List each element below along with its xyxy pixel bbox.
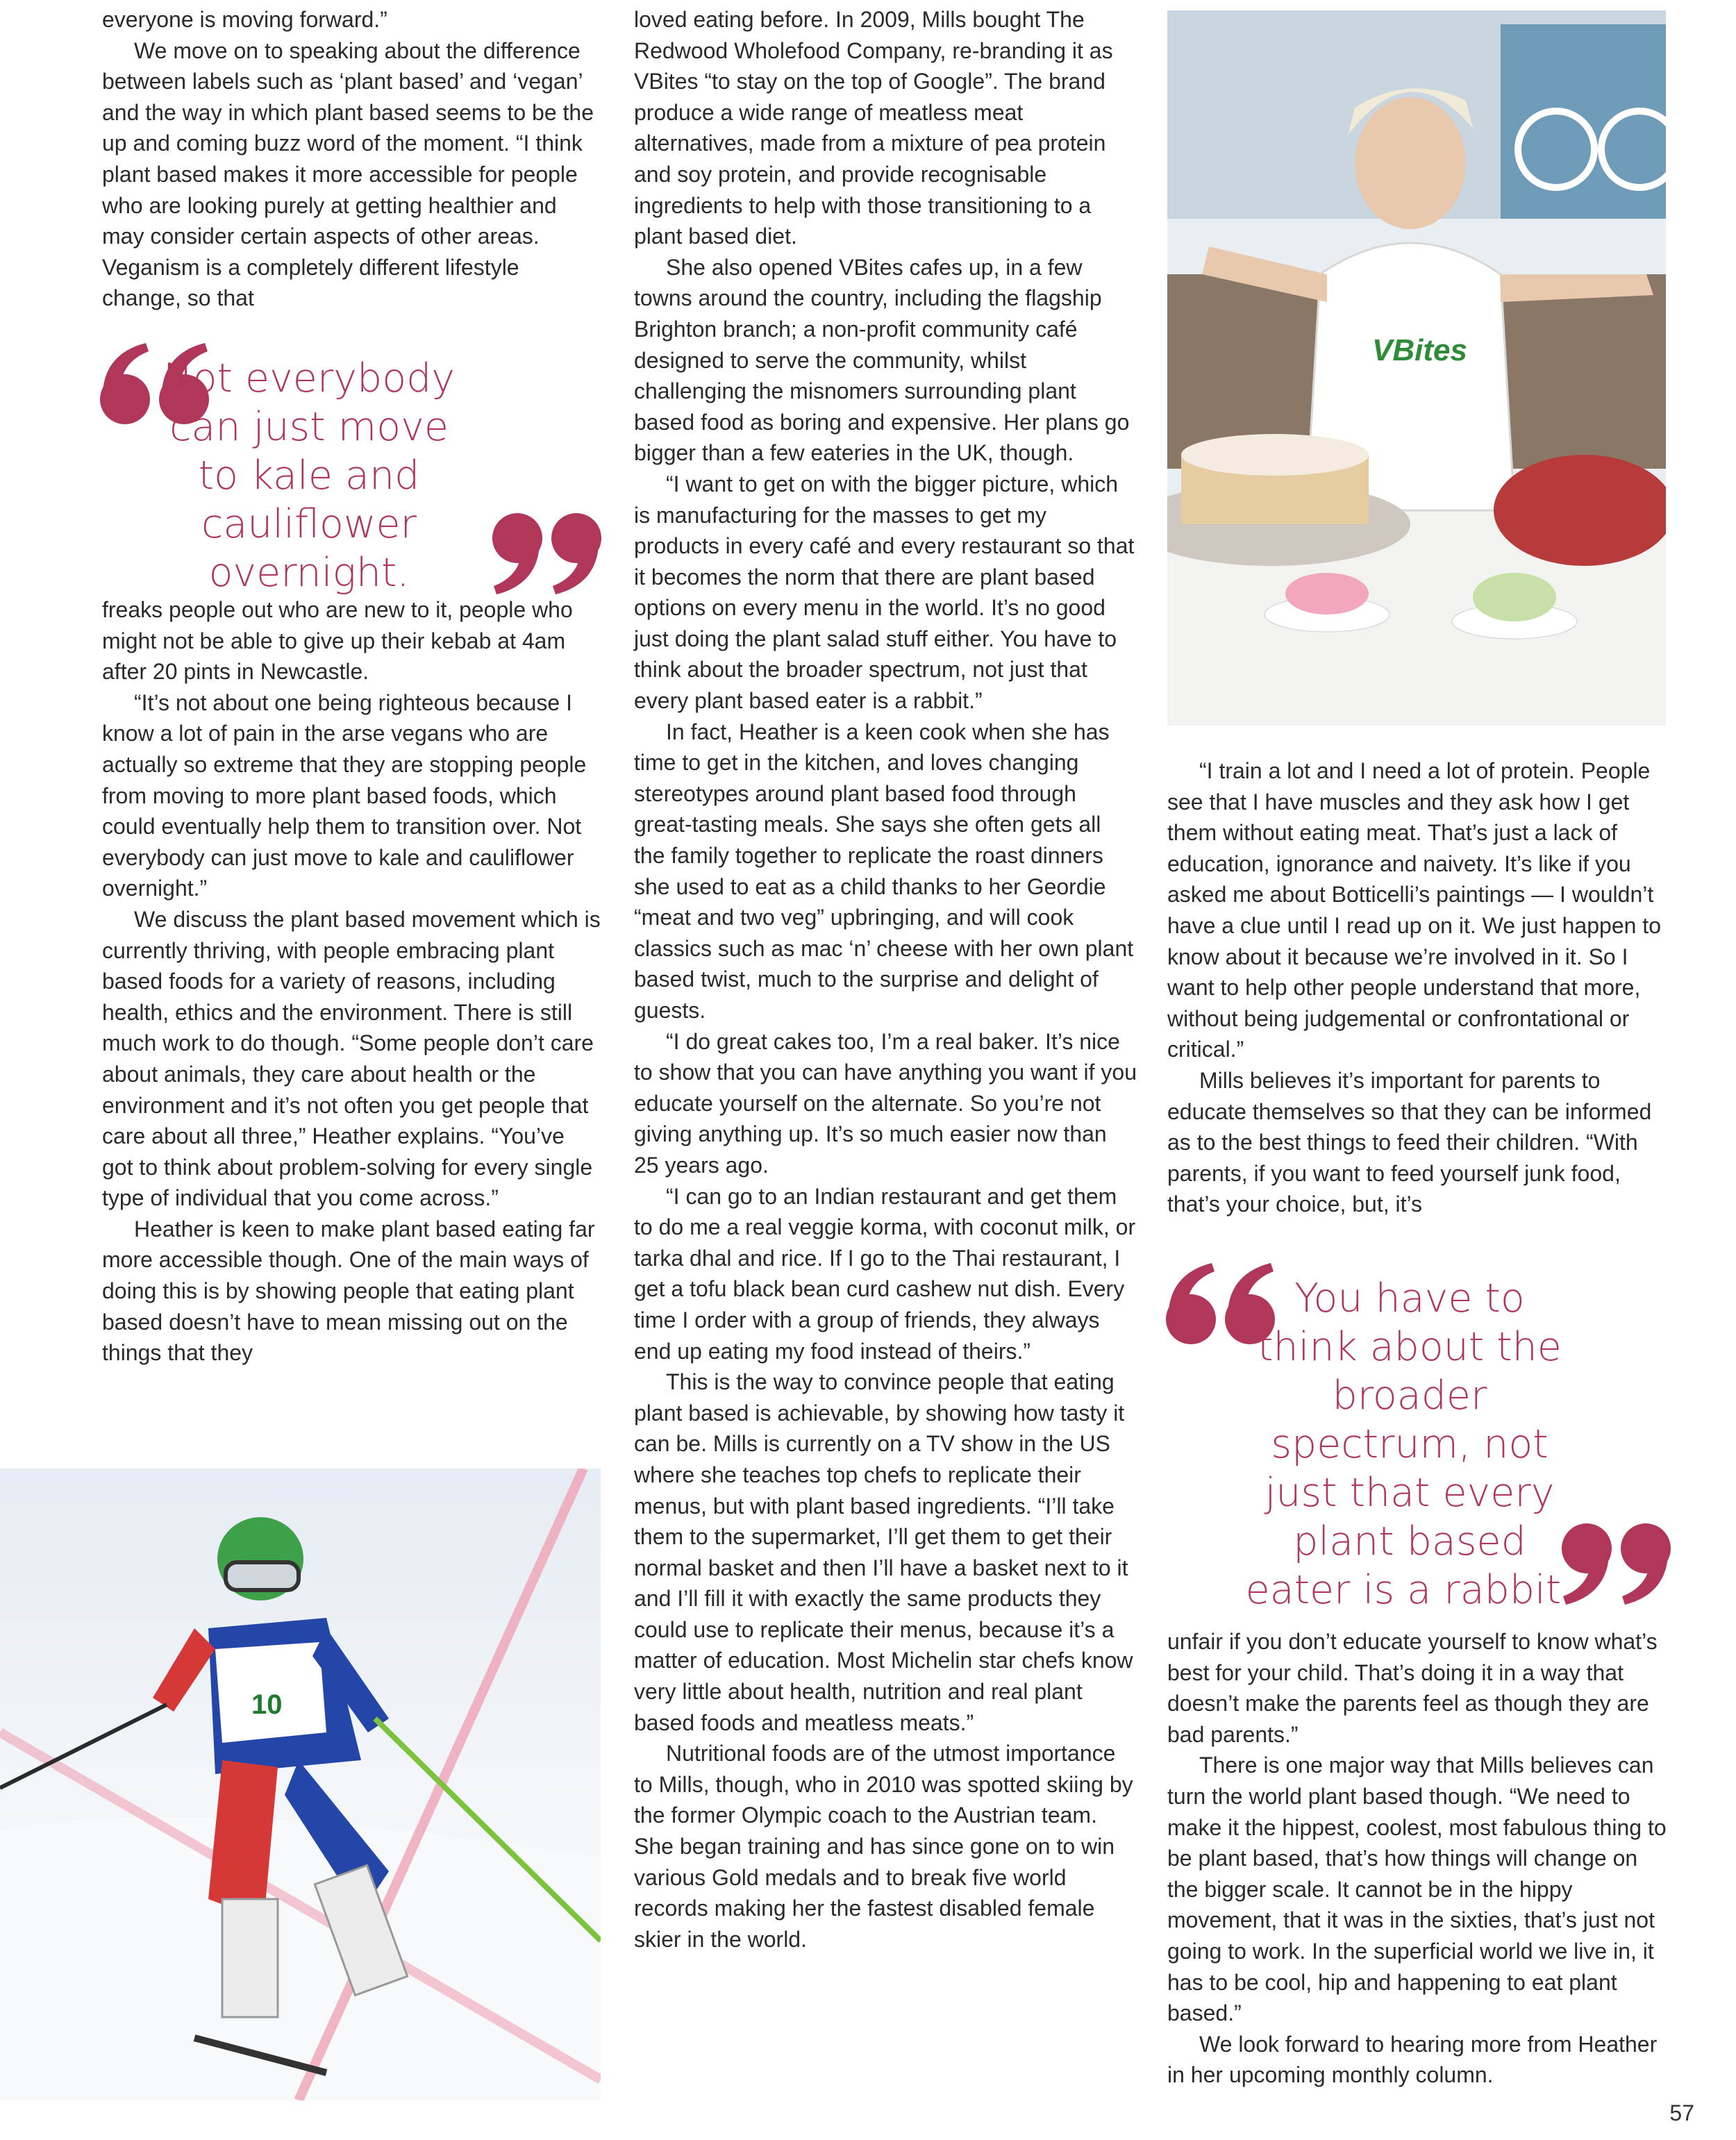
paragraph: We move on to speaking about the difference between labels such as ‘plant based’ and ‘vegan’ and the way in which plant based seems to be the up and coming buzz word of the moment. “I think plant based makes it more accessible for people who are looking purely at getting healthier and may consider certain aspects of other areas. Veganism is a completely different lifestyle change, so that: [102, 37, 594, 311]
paragraph: “It’s not about one being righteous because I know a lot of pain in the arse vegans who are actually so extreme that they are stopping people from moving to more plant based foods, which could eventually help them to transition over. Not everybody can just move to kale and cauliflower overnight.”: [102, 689, 587, 901]
article-column-1-bottom: [102, 594, 601, 1369]
pull-quote-1-text: Not everybody can just move to kale and cauliflower overnight.: [163, 356, 455, 596]
close-quote-icon: [1555, 1517, 1674, 1607]
paragraph: Nutritional foods are of the utmost importance to Mills, though, who in 2010 was spotted skiing by the former Olympic coach to the Austrian team. She began training and has since gone on to win various Gold medals and to break five world records making her the fastest disabled female skier in the world.: [634, 1741, 1133, 1952]
paragraph: loved eating before. In 2009, Mills bought The Redwood Wholefood Company, re-branding it as VBites “to stay on the top of Google”. The brand produce a wide range of meatless meat alternatives, made from a mixture of pea protein and soy protein, and provide recognisable ingredients to help with those transitioning to a plant based diet.: [634, 7, 1113, 249]
paragraph: We look forward to hearing more from Heather in her upcoming monthly column.: [1167, 2031, 1658, 2088]
paragraph: unfair if you don’t educate yourself to know what’s best for your child. That’s doing it in a way that doesn’t make the parents feel as though they are bad parents.”: [1167, 1629, 1658, 1747]
skier-photo: [0, 1469, 601, 2100]
paragraph: “I train a lot and I need a lot of protein. People see that I have muscles and they ask how I get them without eating meat. That’s just a lack of education, ignorance and naivety. It’s like if you asked me about Botticelli’s paintings — I wouldn’t have a clue until I read up on it. We just happen to know about it because we’re involved in it. So I want to help other people understand that more, without being judgemental or confrontational or critical.”: [1167, 758, 1661, 1062]
page-number: 57: [1669, 2100, 1694, 2125]
pull-quote-2-text: You have to think about the broader spectrum, not just that every plant based eater is a rabbit.: [1245, 1276, 1574, 1613]
ski-bib-number: 10: [251, 1689, 283, 1720]
paragraph: “I do great cakes too, I’m a real baker. It’s nice to show that you can have anything you want if you educate yourself on the alternate. So you’re not giving anything up. It’s so much easier now than 25 years ago.: [634, 1028, 1137, 1178]
paragraph: This is the way to convince people that eating plant based is achievable, by showing how tasty it can be. Mills is currently on a TV show in the US where she teaches top chefs to replicate their menus, but with plant based ingredients. “I’ll take them to the supermarket, I’ll get them to get their normal basket and then I’ll have a basket next to it and I’ll fill it with exactly the same products they could use to replicate their menus, because it’s a matter of education. Most Michelin star chefs know very little about health, nutrition and real plant based foods and meatless meats.”: [634, 1369, 1133, 1735]
paragraph: There is one major way that Mills believes can turn the world plant based though. “We need to make it the hippest, coolest, most fabulous thing to be plant based, that’s how things will change on the bigger scale. It cannot be in the hippy movement, that it was in the sixties, that’s just not going to work. In the superficial world we live in, it has to be cool, hip and happening to eat plant based.”: [1167, 1753, 1667, 2026]
paragraph: “I can go to an Indian restaurant and get them to do me a real veggie korma, with coconut milk, or tarka dhal and rice. If I go to the Thai restaurant, I get a tofu black bean curd cashew nut dish. Every time I order with a group of friends, they always end up eating my food instead of theirs.”: [634, 1183, 1136, 1364]
paragraph: She also opened VBites cafes up, in a few towns around the country, including the flagship Brighton branch; a non-profit community café designed to serve the community, whilst challenging the misnomers surrounding plant based food as boring and expensive. Her plans go bigger than a few eateries in the UK, though.: [634, 254, 1130, 466]
close-quote-icon: [486, 507, 604, 597]
pull-quote-1: [97, 340, 611, 597]
paragraph: In fact, Heather is a keen cook when she has time to get in the kitchen, and loves changing stereotypes around plant based food through great-tasting meals. She says she often gets all the family together to replicate the roast dinners she used to eat as a child thanks to her Geordie “meat and two veg” upbringing, and will cook classics such as mac ‘n’ cheese with her own plant based twist, much to the surprise and delight of guests.: [634, 719, 1134, 1023]
article-column-3-bottom: [1167, 1626, 1674, 2091]
apron-logo: VBites: [1372, 333, 1467, 367]
cafe-photo: [1167, 10, 1666, 726]
article-column-1-top: [102, 4, 601, 314]
paragraph: freaks people out who are new to it, people who might not be able to give up their kebab at 4am after 20 pints in Newcastle.: [102, 597, 573, 685]
paragraph: We discuss the plant based movement which is currently thriving, with people embracing plant based foods for a variety of reasons, including health, ethics and the environment. There is still much work to do though. “Some people don’t care about animals, they care about health or the environment and it’s not often you get people that care about all three,” Heather explains. “You’ve got to think about problem-solving for every single type of individual that you come across.”: [102, 906, 601, 1211]
paragraph: “I want to get on with the bigger picture, which is manufacturing for the masses to get my products in every café and every restaurant so that it becomes the norm that there are plant based options on every menu in the world. It’s no good just doing the plant salad stuff either. You have to think about the broader spectrum, not just that every plant based eater is a rabbit.”: [634, 471, 1135, 714]
article-column-2: [634, 4, 1137, 1955]
paragraph: Mills believes it’s important for parents to educate themselves so that they can be informed as to the best things to feed their children. “With parents, if you want to feed yourself junk food, that’s your choice, but, it’s: [1167, 1067, 1652, 1217]
paragraph: everyone is moving forward.”: [102, 7, 387, 32]
article-column-3-top: [1167, 755, 1674, 1220]
pull-quote-2: [1163, 1260, 1677, 1621]
paragraph: Heather is keen to make plant based eating far more accessible though. One of the main ways of doing this is by showing people that eating plant based doesn’t have to mean missing out on the things that they: [102, 1216, 595, 1366]
